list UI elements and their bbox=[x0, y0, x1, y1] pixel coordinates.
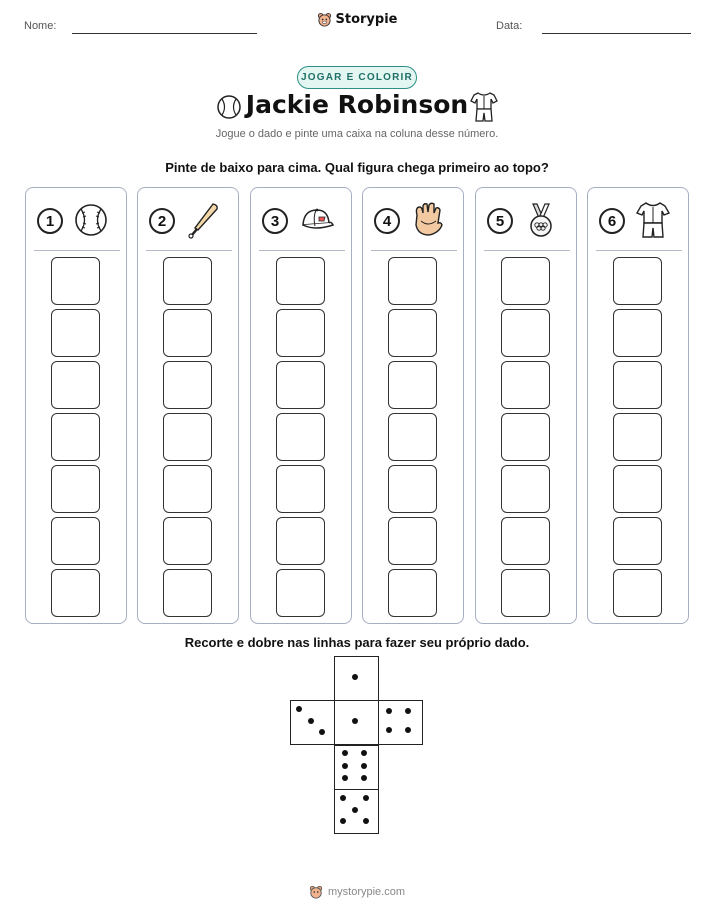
die-face-right bbox=[378, 700, 423, 745]
brand-logo bbox=[0, 12, 714, 27]
color-box[interactable] bbox=[613, 569, 662, 617]
die-pip bbox=[319, 729, 325, 735]
column-divider bbox=[484, 250, 570, 251]
baseball-icon bbox=[72, 201, 110, 239]
baseball-glove-icon bbox=[409, 201, 447, 239]
page-subtitle: Jogue o dado e pinte uma caixa na coluna desse número. bbox=[215, 128, 499, 140]
color-box[interactable] bbox=[613, 517, 662, 565]
color-box[interactable] bbox=[163, 465, 212, 513]
color-box[interactable] bbox=[276, 309, 325, 357]
color-box[interactable] bbox=[613, 257, 662, 305]
die-pip bbox=[386, 727, 392, 733]
color-box[interactable] bbox=[163, 517, 212, 565]
color-box[interactable] bbox=[501, 569, 550, 617]
color-box[interactable] bbox=[276, 465, 325, 513]
column-number: 1 bbox=[37, 208, 63, 234]
column-divider bbox=[371, 250, 457, 251]
die-pip bbox=[352, 807, 358, 813]
bear-icon bbox=[317, 12, 332, 27]
column-5 bbox=[475, 187, 577, 624]
die-pip bbox=[340, 795, 346, 801]
column-divider bbox=[596, 250, 682, 251]
color-box[interactable] bbox=[388, 517, 437, 565]
baseball-uniform-icon bbox=[634, 201, 672, 239]
column-number: 2 bbox=[149, 208, 175, 234]
color-box[interactable] bbox=[163, 413, 212, 461]
color-box[interactable] bbox=[388, 257, 437, 305]
activity-badge: JOGAR E COLORIR bbox=[297, 66, 417, 89]
medal-icon bbox=[522, 201, 560, 239]
color-box[interactable] bbox=[501, 257, 550, 305]
color-box[interactable] bbox=[613, 413, 662, 461]
die-pip bbox=[361, 763, 367, 769]
color-box[interactable] bbox=[613, 309, 662, 357]
footer-url: mystorypie.com bbox=[327, 886, 406, 898]
color-box[interactable] bbox=[163, 309, 212, 357]
dice-instruction: Recorte e dobre nas linhas para fazer seu próprio dado. bbox=[184, 635, 530, 650]
column-header bbox=[363, 188, 463, 250]
color-box[interactable] bbox=[163, 361, 212, 409]
column-header bbox=[138, 188, 238, 250]
color-box[interactable] bbox=[501, 413, 550, 461]
color-box[interactable] bbox=[163, 569, 212, 617]
column-divider bbox=[146, 250, 232, 251]
color-box[interactable] bbox=[276, 257, 325, 305]
die-pip bbox=[342, 750, 348, 756]
color-box[interactable] bbox=[388, 361, 437, 409]
die-pip bbox=[340, 818, 346, 824]
color-box[interactable] bbox=[51, 257, 100, 305]
name-label: Nome: bbox=[24, 20, 57, 32]
color-box[interactable] bbox=[163, 257, 212, 305]
bear-icon bbox=[309, 885, 323, 899]
brand-name: Storypie bbox=[335, 12, 398, 27]
color-box[interactable] bbox=[51, 413, 100, 461]
color-box[interactable] bbox=[388, 465, 437, 513]
die-pip bbox=[352, 718, 358, 724]
color-box[interactable] bbox=[276, 361, 325, 409]
color-box[interactable] bbox=[276, 413, 325, 461]
color-box[interactable] bbox=[501, 517, 550, 565]
column-number: 5 bbox=[487, 208, 513, 234]
color-box[interactable] bbox=[388, 569, 437, 617]
die-pip bbox=[352, 674, 358, 680]
die-face-left bbox=[290, 700, 335, 745]
die-pip bbox=[361, 750, 367, 756]
page-title: Jackie Robinson bbox=[245, 90, 469, 119]
color-box[interactable] bbox=[51, 517, 100, 565]
die-face-top bbox=[334, 656, 379, 701]
die-pip bbox=[296, 706, 302, 712]
color-box[interactable] bbox=[388, 309, 437, 357]
die-pip bbox=[342, 763, 348, 769]
die-pip bbox=[342, 775, 348, 781]
column-2 bbox=[137, 187, 239, 624]
column-header bbox=[26, 188, 126, 250]
color-box[interactable] bbox=[51, 309, 100, 357]
die-face-center bbox=[334, 700, 379, 745]
date-field[interactable] bbox=[542, 33, 691, 34]
die-face-bottom bbox=[334, 789, 379, 834]
color-box[interactable] bbox=[501, 309, 550, 357]
color-box[interactable] bbox=[388, 413, 437, 461]
column-number: 3 bbox=[262, 208, 288, 234]
column-divider bbox=[259, 250, 345, 251]
color-box[interactable] bbox=[501, 465, 550, 513]
column-header bbox=[588, 188, 688, 250]
column-4 bbox=[362, 187, 464, 624]
column-header bbox=[476, 188, 576, 250]
die-face-below-center bbox=[334, 745, 379, 790]
color-box[interactable] bbox=[501, 361, 550, 409]
coloring-instruction: Pinte de baixo para cima. Qual figura chega primeiro ao topo? bbox=[165, 160, 549, 175]
die-pip bbox=[363, 795, 369, 801]
date-label: Data: bbox=[496, 20, 523, 32]
die-pip bbox=[361, 775, 367, 781]
baseball-uniform-icon bbox=[470, 91, 498, 123]
column-3 bbox=[250, 187, 352, 624]
footer bbox=[0, 885, 714, 899]
name-field[interactable] bbox=[72, 33, 257, 34]
die-pip bbox=[363, 818, 369, 824]
color-box[interactable] bbox=[51, 465, 100, 513]
color-box[interactable] bbox=[51, 361, 100, 409]
color-box[interactable] bbox=[276, 517, 325, 565]
color-box[interactable] bbox=[51, 569, 100, 617]
column-number: 4 bbox=[374, 208, 400, 234]
column-header bbox=[251, 188, 351, 250]
column-6 bbox=[587, 187, 689, 624]
color-box[interactable] bbox=[613, 361, 662, 409]
color-box[interactable] bbox=[613, 465, 662, 513]
column-1 bbox=[25, 187, 127, 624]
column-number: 6 bbox=[599, 208, 625, 234]
column-divider bbox=[34, 250, 120, 251]
baseball-bat-icon bbox=[184, 201, 222, 239]
die-pip bbox=[308, 718, 314, 724]
color-box[interactable] bbox=[276, 569, 325, 617]
baseball-cap-icon bbox=[297, 201, 335, 239]
die-pip bbox=[405, 727, 411, 733]
die-pip bbox=[386, 708, 392, 714]
die-pip bbox=[405, 708, 411, 714]
